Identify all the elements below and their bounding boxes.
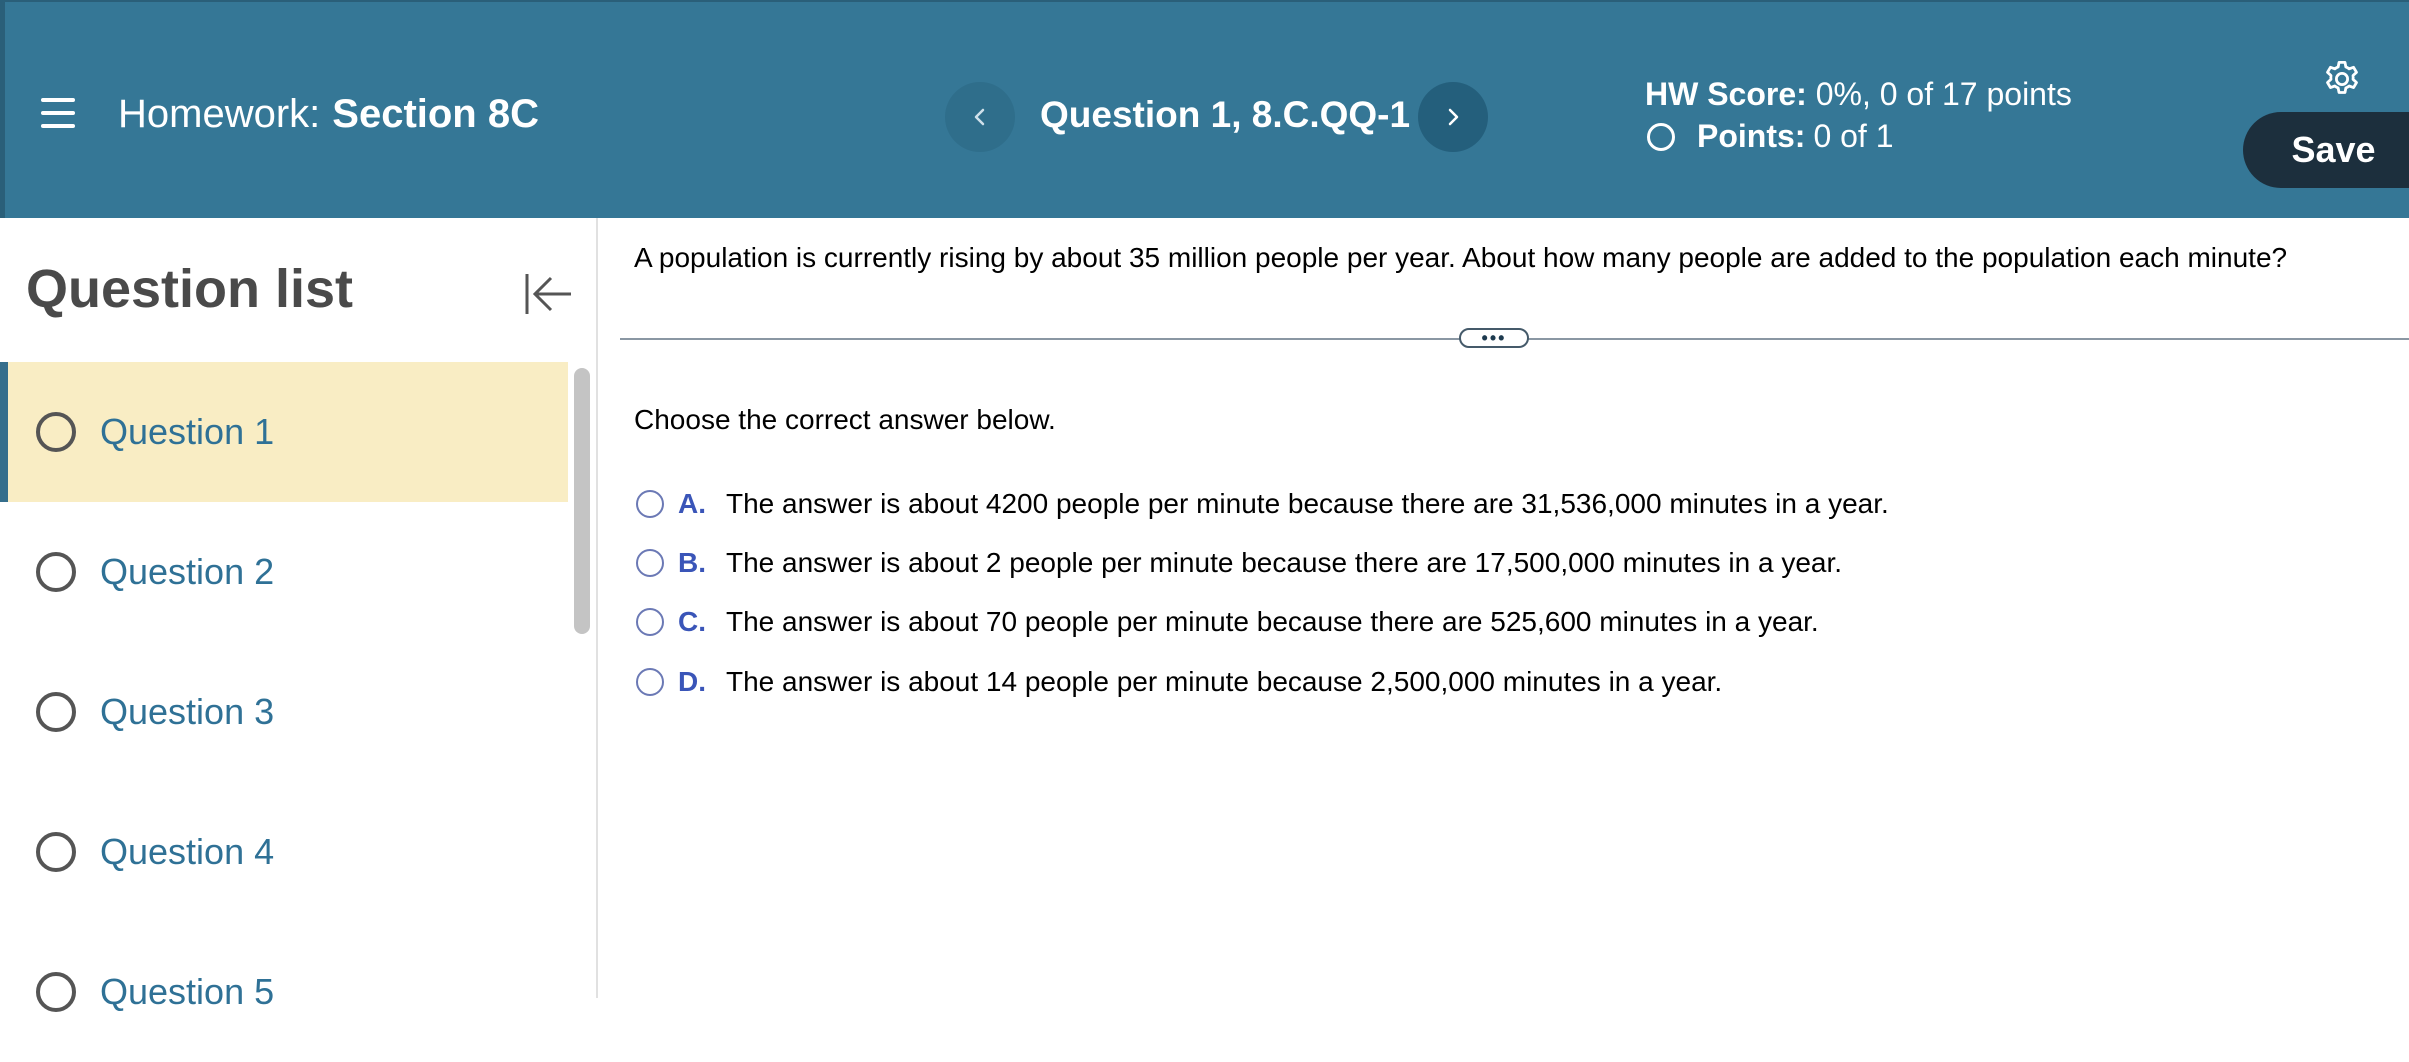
question-status-icon [36, 552, 76, 592]
radio-button[interactable] [636, 490, 664, 518]
collapse-panel-icon[interactable] [521, 268, 575, 320]
question-list-item-label: Question 4 [100, 831, 275, 872]
hamburger-menu-icon[interactable] [41, 98, 75, 128]
question-list-item-2[interactable] [0, 502, 568, 642]
question-title: Question 1, 8.C.QQ-1 [1040, 94, 1411, 135]
gear-icon[interactable] [2321, 58, 2363, 100]
previous-question-button[interactable] [945, 82, 1015, 152]
option-letter: C. [678, 606, 706, 637]
question-list-item-label: Question 5 [100, 971, 275, 1012]
hw-score-value: 0%, 0 of 17 points [1815, 76, 2072, 112]
radio-button[interactable] [636, 549, 664, 577]
option-letter: A. [678, 488, 706, 519]
homework-prefix: Homework: [118, 92, 321, 136]
question-list-item-5[interactable] [0, 922, 568, 1062]
top-header [0, 0, 2409, 218]
save-button[interactable]: Save [2243, 112, 2409, 188]
radio-button[interactable] [636, 668, 664, 696]
expand-question-handle[interactable]: ••• [1459, 328, 1529, 348]
points-label: Points: [1697, 118, 1806, 154]
question-list-sidebar [0, 218, 598, 1012]
answer-option-a[interactable] [636, 484, 1889, 524]
option-letter: B. [678, 547, 706, 578]
answer-instruction: Choose the correct answer below. [634, 404, 1056, 435]
question-status-icon [36, 692, 76, 732]
chevron-left-icon [969, 106, 991, 128]
question-list-item-4[interactable] [0, 782, 568, 922]
option-text: The answer is about 14 people per minute because 2,500,000 minutes in a year. [726, 666, 1723, 697]
section-name: Section 8C [332, 92, 539, 136]
question-list-item-label: Question 3 [100, 691, 275, 732]
option-text: The answer is about 4200 people per minute because there are 31,536,000 minutes in a year. [726, 488, 1889, 519]
homework-title [118, 92, 539, 137]
option-text: The answer is about 70 people per minute because there are 525,600 minutes in a year. [726, 606, 1819, 637]
question-list-item-label: Question 1 [100, 411, 275, 452]
answer-option-d[interactable] [636, 662, 1722, 702]
question-list-title: Question list [26, 259, 354, 319]
points-status [1647, 118, 1894, 155]
option-text: The answer is about 2 people per minute because there are 17,500,000 minutes in a year. [726, 547, 1843, 578]
hw-score [1645, 76, 2072, 113]
question-panel [598, 218, 2409, 998]
next-question-button[interactable] [1418, 82, 1488, 152]
answer-option-c[interactable] [636, 602, 1819, 642]
hw-score-label: HW Score: [1645, 76, 1807, 112]
answer-option-b[interactable] [636, 543, 1842, 583]
question-text: A population is currently rising by about 35 million people per year. About how many people are added to the population each minute? [634, 242, 2288, 273]
option-letter: D. [678, 666, 706, 697]
question-status-icon [36, 412, 76, 452]
radio-button[interactable] [636, 608, 664, 636]
sidebar-scrollbar-thumb[interactable] [574, 368, 590, 634]
chevron-right-icon [1442, 106, 1464, 128]
question-list-item-label: Question 2 [100, 551, 275, 592]
question-status-icon [36, 972, 76, 1012]
question-status-icon [36, 832, 76, 872]
points-value: 0 of 1 [1813, 118, 1894, 154]
question-list-item-1[interactable] [0, 362, 568, 502]
points-status-icon [1647, 123, 1675, 151]
question-list-item-3[interactable] [0, 642, 568, 782]
